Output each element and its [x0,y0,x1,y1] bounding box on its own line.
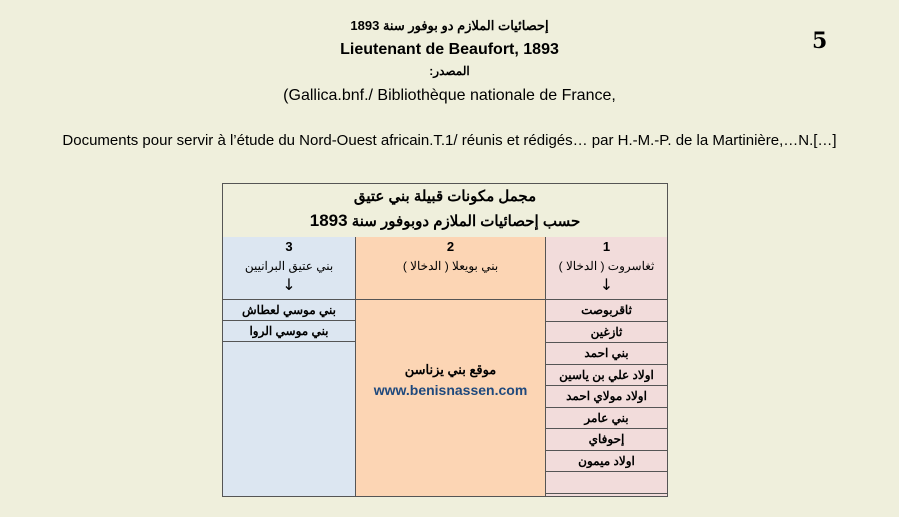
column-rows [223,300,355,342]
table-subtitle [223,211,667,231]
column-number: 3 [285,239,293,254]
site-name: موقع بني يزناسن [404,362,497,377]
table-row: بني عامر [546,408,667,430]
arabic-title: إحصائيات الملازم دو بوفور سنة 1893 [350,18,549,33]
column-name: ثغاسروت ( الدخالا ) [558,259,655,273]
column-rows [546,300,667,494]
column-header [223,237,355,300]
column-2 [356,237,546,496]
column-name: بني بويعلا ( الدخالا ) [402,259,499,273]
column-3 [223,237,356,496]
table-row: بني موسي لعطاش [223,300,355,321]
site-url-link[interactable]: www.benisnassen.com [373,382,528,398]
table-row [546,472,667,494]
source-gallica: (Gallica.bnf./ Bibliothèque nationale de France, [283,87,616,104]
down-arrow-icon: ↓ [282,275,296,294]
column-number: 1 [602,239,611,254]
table-row: اولاد مولاي احمد [546,386,667,408]
table-row: بني موسي الروا [223,321,355,342]
page-number: 5 [812,28,828,54]
column-header [356,237,545,300]
tribe-table [222,183,668,497]
source-label: المصدر: [429,64,470,78]
column-1 [546,237,667,496]
down-arrow-icon: ↓ [599,275,614,294]
source-documents: Documents pour servir à l’étude du Nord-Ouest africain.T.1/ réunis et rédigés… par H.-M.-P. de la Martinière,…N.[…] [62,132,837,149]
column-header [546,237,667,300]
table-row: اولاد علي بن ياسين [546,365,667,387]
table-row: ثازغين [546,322,667,344]
table-row: إحوفاي [546,429,667,451]
table-subtitle-year: 1893 [309,211,348,230]
column-number: 2 [446,239,455,254]
table-row: اولاد ميمون [546,451,667,473]
table-title: مجمل مكونات قبيلة بني عتيق [353,188,537,205]
table-subtitle-text: حسب إحصائيات الملازم دوبوفور سنة [351,213,581,230]
table-header [223,184,667,238]
document-title: Lieutenant de Beaufort, 1893 [340,41,559,58]
site-credit [356,362,545,398]
column-name: بني عتيق البرانيين [244,259,334,273]
table-row: ثاقربوصت [546,300,667,322]
table-row: بني احمد [546,343,667,365]
